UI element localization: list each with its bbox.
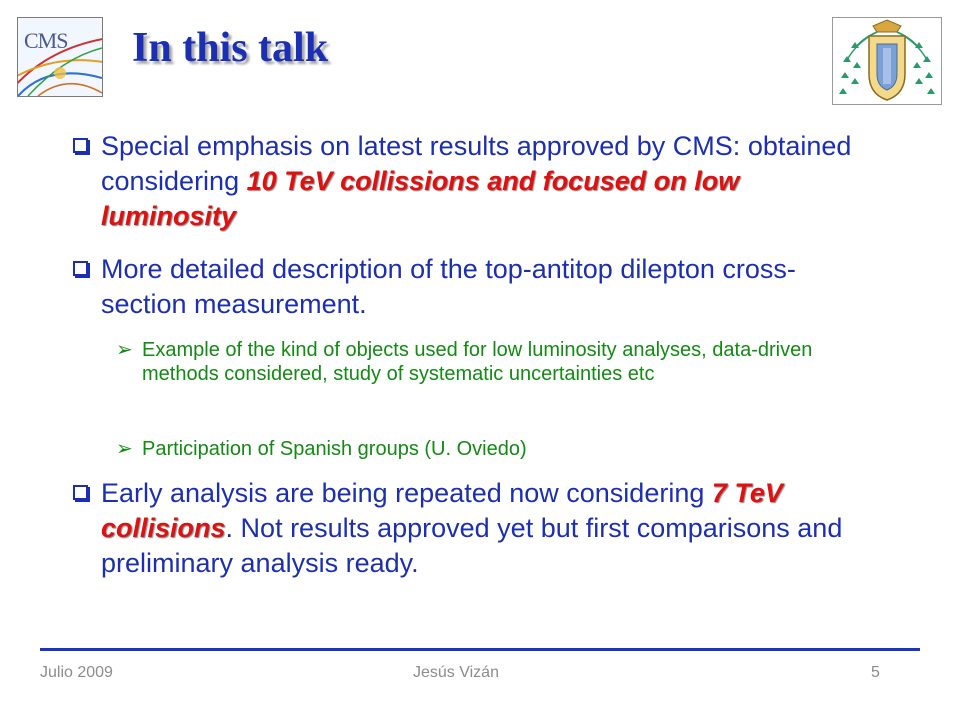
arrow-bullet-icon: ➢ xyxy=(116,438,133,460)
bullet-1-highlight: 10 TeV collissions and focused on low luminosity xyxy=(101,166,740,231)
subitem-2-text: Participation of Spanish groups (U. Oviedo) xyxy=(142,438,527,460)
bullet-2 xyxy=(73,252,863,322)
bullet-1 xyxy=(73,129,863,234)
bullet-1-text-normal: Special emphasis on latest results approved by CMS: obtained considering xyxy=(101,131,852,196)
cms-logo-icon xyxy=(17,17,103,97)
university-seal-icon xyxy=(832,17,942,105)
subitem-1 xyxy=(116,338,816,386)
bullet-3 xyxy=(73,476,863,581)
square-bullet-icon xyxy=(73,138,88,153)
square-bullet-icon xyxy=(73,485,88,500)
bullet-2-text: More detailed description of the top-antitop dilepton cross-section measurement. xyxy=(101,254,796,319)
bullet-1-text xyxy=(73,129,863,234)
footer-date: Julio 2009 xyxy=(40,664,113,681)
arrow-bullet-icon: ➢ xyxy=(116,339,133,361)
bullet-3-highlight: 7 TeV collisions xyxy=(101,478,783,543)
bullet-3-text-normal: Early analysis are being repeated now considering xyxy=(101,478,712,508)
square-bullet-icon xyxy=(73,261,88,276)
subitem-1-text: Example of the kind of objects used for low luminosity analyses, data-driven methods considered, study of systematic uncertainties etc xyxy=(142,339,813,385)
footer-divider xyxy=(40,648,920,651)
bullet-3-text xyxy=(73,476,863,581)
bullet-3-text-tail: . Not results approved yet but first comparisons and preliminary analysis ready. xyxy=(101,513,843,578)
footer-author: Jesús Vizán xyxy=(413,664,499,681)
footer-page-number: 5 xyxy=(871,664,880,681)
slide-title: In this talk xyxy=(132,25,329,71)
subitem-2 xyxy=(116,437,816,461)
cms-logo-label: CMS xyxy=(24,28,68,53)
